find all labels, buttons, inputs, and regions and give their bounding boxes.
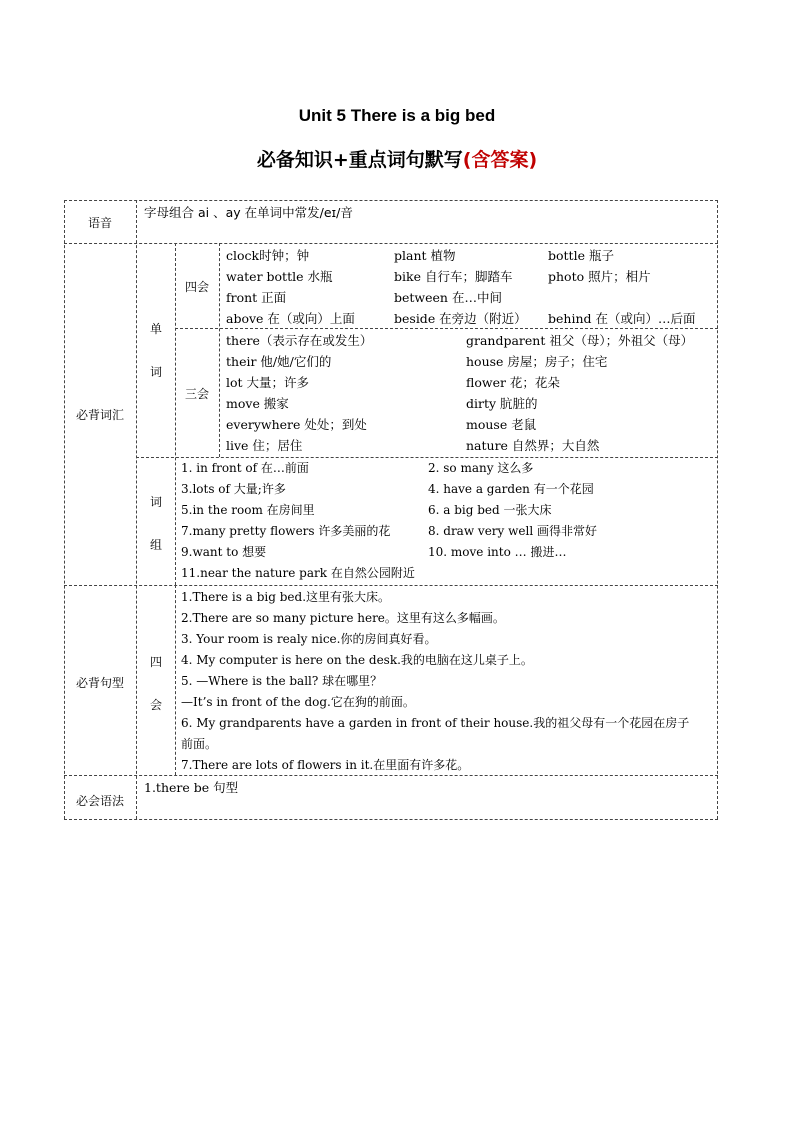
words-label-1: 单: [149, 322, 162, 336]
three-word-item: nature 自然界；大自然: [466, 438, 600, 453]
sentences-four-label-2: 会: [149, 698, 162, 712]
grammar-label: 必会语法: [75, 794, 124, 808]
sentence-line: 6. My grandparents have a garden in front of their house.我的祖父母有一个花园在房子: [181, 716, 690, 730]
phrase-item: 7.many pretty flowers 许多美丽的花: [181, 524, 391, 538]
sentences-four-label-1: 四: [149, 655, 162, 669]
three-word-item: flower 花；花朵: [466, 375, 560, 390]
three-word-item: everywhere 处处；到处: [226, 417, 367, 432]
sentence-line: 4. My computer is here on the desk.我的电脑在这儿桌子上。: [181, 653, 533, 667]
four-word-item: above 在（或向）上面: [226, 311, 355, 326]
sentence-line: 5. —Where is the ball? 球在哪里？: [181, 674, 383, 688]
three-word-item: their 他/她/它们的: [226, 354, 332, 369]
three-word-item: grandparent 祖父（母）；外祖父（母）: [466, 333, 694, 348]
phrase-item: 10. move into … 搬进…: [428, 545, 567, 559]
phrase-item: 1. in front of 在…前面: [181, 461, 309, 475]
four-word-item: front 正面: [226, 290, 287, 305]
three-word-item: dirty 肮脏的: [466, 396, 538, 411]
four-word-item: plant 植物: [394, 248, 456, 263]
phrase-item: 5.in the room 在房间里: [181, 503, 315, 517]
phrase-item: 4. have a garden 有一个花园: [428, 482, 594, 496]
subtitle-main: 必备知识+重点词句默写: [256, 149, 463, 171]
words-label-2: 词: [149, 365, 162, 379]
three-word-item: lot 大量；许多: [226, 375, 310, 390]
phrase-item: 2. so many 这么多: [428, 461, 534, 475]
four-word-item: between 在…中间: [394, 290, 502, 305]
sentence-line: 2.There are so many picture here。这里有这么多幅画。: [181, 611, 505, 625]
three-word-item: live 住；居住: [226, 438, 303, 453]
four-word-item: bike 自行车；脚踏车: [394, 269, 513, 284]
four-word-item: beside 在旁边（附近）: [394, 311, 527, 326]
three-word-item: move 搬家: [226, 396, 289, 411]
sentence-line: 前面。: [181, 737, 218, 751]
three-word-item: house 房屋；房子；住宅: [466, 354, 608, 369]
four-word-item: behind 在（或向）…后面: [548, 311, 696, 326]
phrase-item: 3.lots of 大量;许多: [181, 482, 286, 496]
page-subtitle: [0, 145, 794, 172]
phrase-item: 11.near the nature park 在自然公园附近: [181, 566, 415, 580]
four-word-item: bottle 瓶子: [548, 248, 614, 263]
phrase-label-2: 组: [149, 538, 162, 552]
knowledge-table: [64, 200, 718, 819]
phrase-item: 8. draw very well 画得非常好: [428, 524, 597, 538]
phrase-label-1: 词: [149, 495, 162, 509]
vocab-label: 必背词汇: [75, 408, 124, 422]
pronunciation-text: 字母组合 ai 、ay 在单词中常发/eɪ/音: [144, 205, 353, 220]
pronunciation-label: 语音: [87, 216, 112, 230]
four-word-item: photo 照片；相片: [548, 269, 651, 284]
page-title: Unit 5 There is a big bed: [298, 106, 496, 125]
four-word-item: clock时钟；钟: [226, 248, 310, 263]
three-word-item: there（表示存在或发生）: [226, 333, 373, 348]
sentence-line: 3. Your room is realy nice.你的房间真好看。: [181, 632, 437, 646]
phrase-item: 9.want to 想要: [181, 545, 267, 559]
four-word-item: water bottle 水瓶: [226, 269, 333, 284]
subtitle-answer-note: (含答案): [462, 149, 538, 171]
sentences-label: 必背句型: [75, 676, 124, 690]
grammar-text: 1.there be 句型: [144, 780, 239, 795]
three-label: 三会: [184, 387, 209, 401]
three-word-item: mouse 老鼠: [466, 417, 537, 432]
sentence-line: 7.There are lots of flowers in it.在里面有许多花。: [181, 758, 470, 772]
sentence-line: —It’s in front of the dog.它在狗的前面。: [181, 695, 415, 709]
phrase-item: 6. a big bed 一张大床: [428, 503, 552, 517]
four-label: 四会: [184, 280, 209, 294]
sentence-line: 1.There is a big bed.这里有张大床。: [181, 590, 391, 604]
